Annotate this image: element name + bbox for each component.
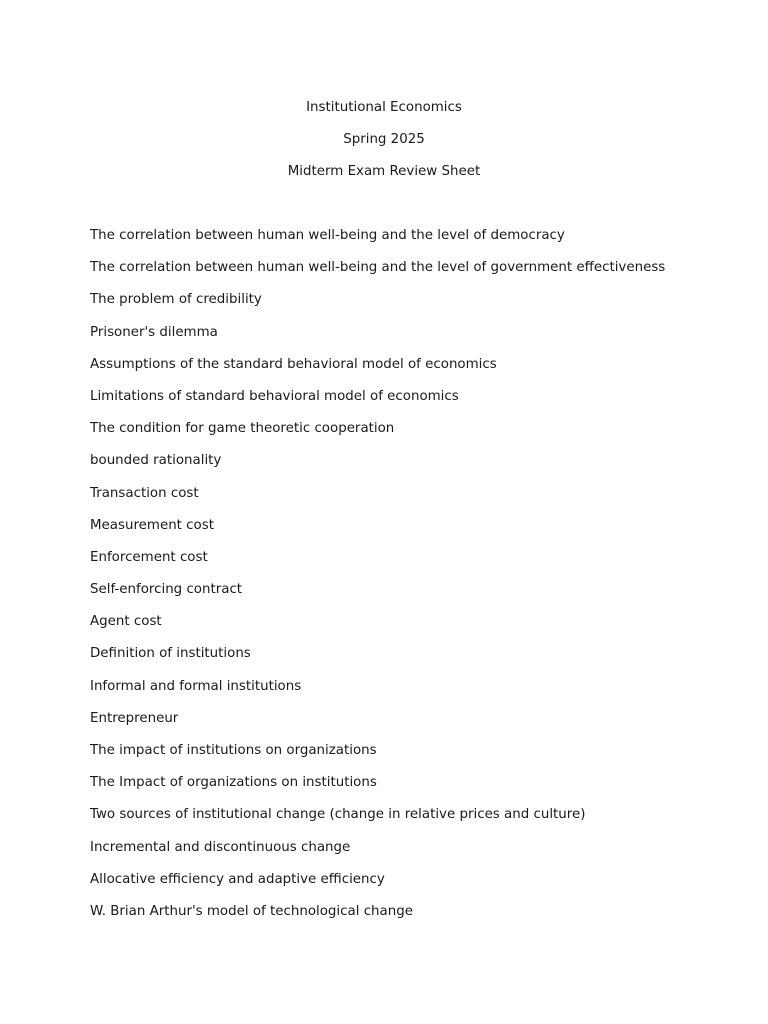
topic-item: Definition of institutions [90,646,251,662]
topic-item: Limitations of standard behavioral model of economics [90,388,459,404]
topic-item: Assumptions of the standard behavioral model of economics [90,356,497,372]
topic-item: The condition for game theoretic cooperation [90,421,395,437]
topic-item: The Impact of organizations on institutions [90,775,377,791]
topic-item: Transaction cost [90,485,199,501]
topic-item: Agent cost [90,614,162,630]
topic-list [90,220,665,928]
document-header [0,92,768,189]
topic-item: Measurement cost [90,517,214,533]
topic-item: Enforcement cost [90,549,208,565]
topic-item: Incremental and discontinuous change [90,839,351,855]
term: Spring 2025 [343,132,425,148]
topic-item: Two sources of institutional change (change in relative prices and culture) [90,807,586,823]
topic-item: The impact of institutions on organizations [90,743,377,758]
topic-item: The correlation between human well-being and the level of democracy [90,228,565,243]
topic-item: Prisoner's dilemma [90,324,218,340]
topic-item: The correlation between human well-being and the level of government effectiveness [90,260,666,276]
topic-item: bounded rationality [90,453,222,469]
course-name: Institutional Economics [306,100,462,115]
document-title: Midterm Exam Review Sheet [287,164,481,180]
topic-item: W. Brian Arthur's model of technological change [90,903,413,919]
topic-item: The problem of credibility [90,292,262,308]
topic-item: Entrepreneur [90,710,179,726]
topic-item: Self-enforcing contract [90,582,243,598]
topic-item: Allocative efficiency and adaptive efficiency [90,871,385,887]
topic-item: Informal and formal institutions [90,678,302,694]
